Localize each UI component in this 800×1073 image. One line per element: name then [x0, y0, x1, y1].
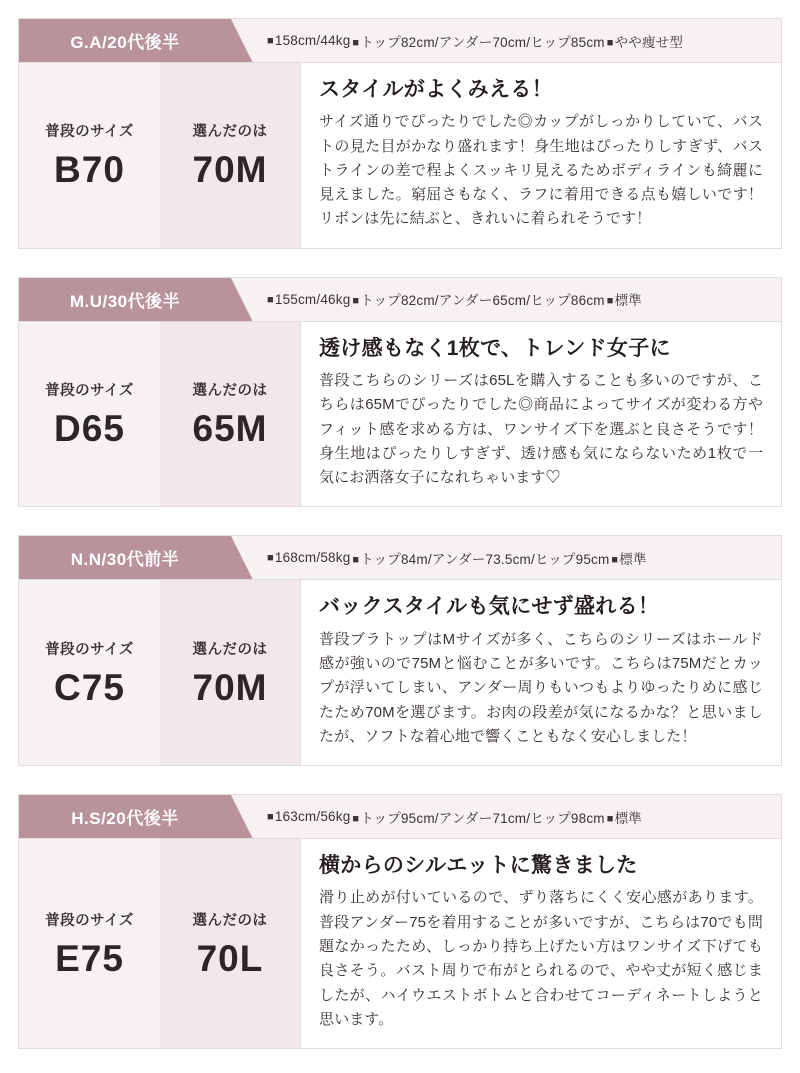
review-card — [18, 535, 782, 766]
usual-size-value: D65 — [54, 408, 125, 450]
reviewer-specs — [231, 19, 781, 62]
review-text-cell — [301, 322, 781, 507]
review-card — [18, 277, 782, 508]
chosen-size-value: 70M — [192, 666, 268, 708]
review-header — [19, 795, 781, 839]
review-body-row — [19, 580, 781, 765]
reviewer-spec: ■ トップ82cm/アンダー65cm/ヒップ86cm — [352, 289, 604, 309]
review-header — [19, 536, 781, 580]
reviewer-spec: ■ トップ82cm/アンダー70cm/ヒップ85cm — [352, 31, 604, 51]
review-text-cell — [301, 63, 781, 248]
usual-size-label: 普段のサイズ — [45, 383, 134, 400]
review-body-row — [19, 839, 781, 1048]
reviewer-specs — [231, 536, 781, 579]
usual-size-cell — [19, 322, 160, 507]
review-text-cell — [301, 839, 781, 1048]
review-body-row — [19, 63, 781, 248]
chosen-size-value: 65M — [192, 408, 268, 450]
review-title: スタイルがよくみえる！ — [319, 78, 553, 101]
review-text-cell — [301, 580, 781, 765]
reviewer-name: G.A/20代後半 — [19, 19, 231, 62]
review-card — [18, 794, 782, 1049]
review-text: サイズ通りでぴったりでした◎カップがしっかりしていて、バストの見た目がかなり盛れます！身生地はぴったりしすぎず、バストラインの差で程よくスッキリ見えるためボディラインも綺麗に見えました。窮屈さもなく、ラフに着用できる点も嬉しいです！リボンは先に結ぶと、きれいに着られそうです！ — [319, 113, 763, 228]
chosen-size-cell — [160, 839, 301, 1048]
reviewer-spec: ■ 標準 — [607, 807, 642, 827]
chosen-size-cell — [160, 322, 301, 507]
chosen-size-label: 選んだのは — [192, 124, 268, 141]
review-text: 普段ブラトップはMサイズが多く、こちらのシリーズはホールド感が強いので75Mと悩むことが多いです。こちらは75Mだとカップが浮いてしまい、アンダー周りもいつもよりゆったりめに感じたため70Mを選びます。お肉の段差が気になるかな？と思いましたが、ソフトな着心地で響くこともなく安心しました！ — [319, 630, 763, 745]
chosen-size-value: 70M — [192, 149, 268, 191]
usual-size-cell — [19, 839, 160, 1048]
review-title: 横からのシルエットに驚きました — [319, 854, 638, 878]
reviewer-spec: ■ 標準 — [607, 289, 642, 309]
review-title: 透け感もなく1枚で、トレンド女子に — [319, 336, 671, 360]
usual-size-value: C75 — [54, 666, 125, 708]
usual-size-value: B70 — [54, 149, 125, 191]
usual-size-label: 普段のサイズ — [45, 641, 134, 658]
reviewer-spec: ■ 標準 — [611, 548, 646, 568]
reviewer-name: M.U/30代後半 — [19, 278, 231, 321]
chosen-size-label: 選んだのは — [192, 912, 268, 929]
chosen-size-label: 選んだのは — [192, 641, 268, 658]
review-list — [18, 18, 782, 1049]
chosen-size-value: 70L — [196, 937, 264, 979]
review-title: バックスタイルも気にせず盛れる！ — [319, 595, 660, 619]
reviewer-spec: ■ 168cm/58kg — [267, 550, 350, 565]
usual-size-cell — [19, 63, 160, 248]
review-header — [19, 278, 781, 322]
usual-size-cell — [19, 580, 160, 765]
chosen-size-label: 選んだのは — [192, 383, 268, 400]
reviewer-spec: ■ 158cm/44kg — [267, 33, 350, 48]
reviewer-spec: ■ 155cm/46kg — [267, 292, 350, 307]
chosen-size-cell — [160, 63, 301, 248]
review-header — [19, 19, 781, 63]
review-text: 滑り止めが付いているので、ずり落ちにくく安心感があります。普段アンダー75を着用することが多いですが、こちらは70でも問題なかったため、しっかり持ち上げたい方はワンサイズ下げても良さそう。バスト周りで布がとられるので、やや丈が短く感じましたが、ハイウエストボトムと合わせてコーディネートしようと思います。 — [319, 889, 763, 1028]
reviewer-specs — [231, 795, 781, 838]
review-body-row — [19, 322, 781, 507]
review-text: 普段こちらのシリーズは65Lを購入することも多いのですが、こちらは65Mでぴったりでした◎商品によってサイズが変わる方やフィット感を求める方は、ワンサイズ下を選ぶと良さそうです！身生地はぴったりしすぎず、透け感も気にならないため1枚で一気にお洒落女子になれちゃいます♡ — [319, 371, 763, 487]
reviewer-spec: ■ やや痩せ型 — [607, 31, 683, 51]
usual-size-label: 普段のサイズ — [45, 124, 134, 141]
reviewer-spec: ■ トップ95cm/アンダー71cm/ヒップ98cm — [352, 807, 604, 827]
reviewer-spec: ■ トップ84m/アンダー73.5cm/ヒップ95cm — [352, 548, 609, 568]
usual-size-value: E75 — [55, 937, 124, 979]
usual-size-label: 普段のサイズ — [45, 912, 134, 929]
reviewer-specs — [231, 278, 781, 321]
chosen-size-cell — [160, 580, 301, 765]
reviewer-spec: ■ 163cm/56kg — [267, 809, 350, 824]
review-card — [18, 18, 782, 249]
reviewer-name: N.N/30代前半 — [19, 536, 231, 579]
reviewer-name: H.S/20代後半 — [19, 795, 231, 838]
